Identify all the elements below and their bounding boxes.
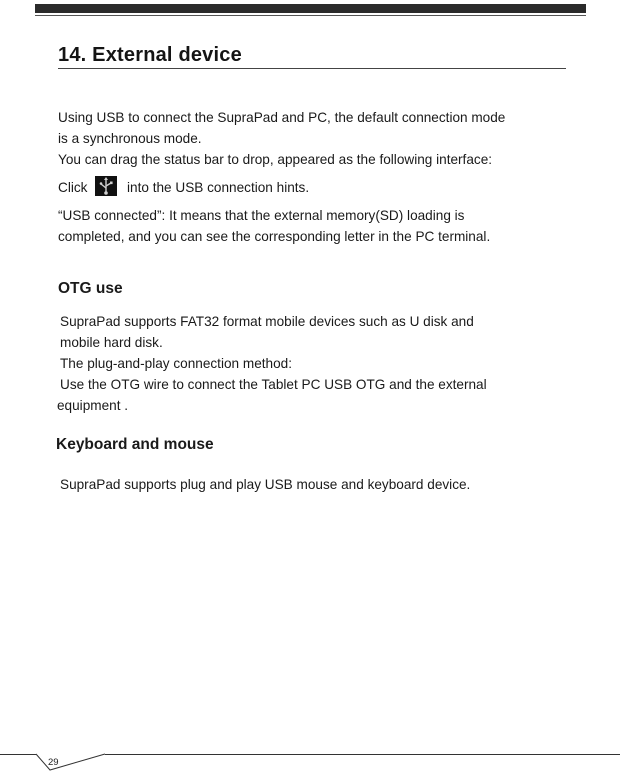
click-text: Click: [58, 180, 88, 195]
page-number: 29: [48, 757, 59, 768]
otg-line-5: equipment .: [57, 398, 129, 413]
click-hint-text: into the USB connection hints.: [127, 180, 310, 195]
otg-line-1: SupraPad supports FAT32 format mobile devices such as U disk and: [60, 314, 474, 329]
title-underline: [58, 68, 566, 69]
intro-line-3: You can drag the status bar to drop, appeared as the following interface:: [58, 152, 493, 167]
keyboard-line-1: SupraPad supports plug and play USB mouse and keyboard device.: [60, 477, 471, 492]
otg-line-3: The plug-and-play connection method:: [60, 356, 292, 371]
header-bar: [35, 4, 586, 13]
section-title: 14. External device: [58, 44, 242, 66]
footer-rule-right: [105, 754, 620, 755]
otg-line-2: mobile hard disk.: [60, 335, 163, 350]
intro-line-5: “USB connected”: It means that the external memory(SD) loading is: [58, 208, 465, 223]
intro-line-1: Using USB to connect the SupraPad and PC, the default connection mode: [58, 110, 506, 125]
intro-line-6: completed, and you can see the corresponding letter in the PC terminal.: [58, 229, 491, 244]
footer-angle: [0, 0, 110, 773]
otg-line-4: Use the OTG wire to connect the Tablet PC USB OTG and the external: [60, 377, 487, 392]
keyboard-heading: Keyboard and mouse: [56, 436, 214, 453]
otg-heading: OTG use: [58, 280, 123, 297]
header-rule: [35, 15, 586, 16]
intro-line-2: is a synchronous mode.: [58, 131, 202, 146]
intro-click-line: [58, 176, 578, 198]
